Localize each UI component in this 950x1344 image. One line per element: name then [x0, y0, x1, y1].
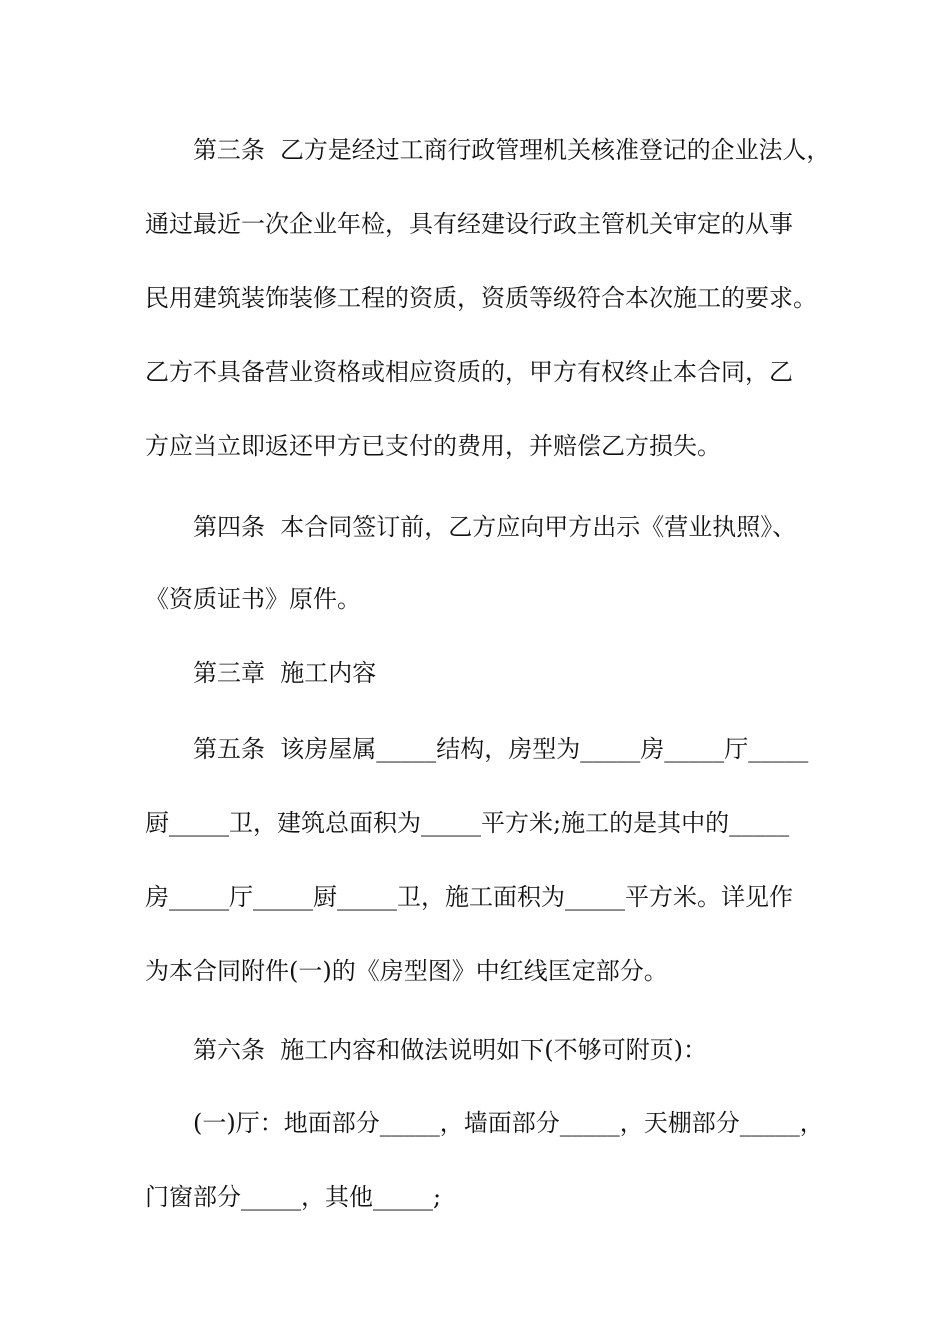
article-4-line-1: 第四条 本合同签订前，乙方应向甲方出示《营业执照》、: [193, 513, 797, 541]
article-3-line-2: 通过最近一次企业年检，具有经建设行政主管机关审定的从事: [145, 210, 793, 238]
article-3-line-4: 乙方不具备营业资格或相应资质的，甲方有权终止本合同，乙: [145, 358, 793, 386]
article-6-line-1: 第六条 施工内容和做法说明如下(不够可附页)：: [193, 1036, 707, 1064]
article-4-line-2: 《资质证书》原件。: [145, 585, 361, 613]
article-6-item-1-line-1: (一)厅：地面部分_____，墙面部分_____，天棚部分_____，: [193, 1109, 824, 1137]
chapter-3-heading: 第三章 施工内容: [193, 659, 377, 687]
article-3-line-1: 第三条 乙方是经过工商行政管理机关核准登记的企业法人，: [193, 136, 831, 164]
article-5-line-4: 为本合同附件(一)的《房型图》中红线匡定部分。: [145, 957, 668, 985]
article-5-line-3: 房_____厅_____厨_____卫，施工面积为_____平方米。详见作: [145, 883, 793, 911]
article-6-item-1-line-2: 门窗部分_____，其他_____;: [145, 1183, 442, 1211]
article-5-line-1: 第五条 该房屋属_____结构，房型为_____房_____厅_____: [193, 735, 809, 763]
article-5-line-2: 厨_____卫，建筑总面积为_____平方米;施工的是其中的_____: [145, 809, 790, 837]
article-3-line-5: 方应当立即返还甲方已支付的费用，并赔偿乙方损失。: [145, 432, 721, 460]
article-3-line-3: 民用建筑装饰装修工程的资质，资质等级符合本次施工的要求。: [145, 284, 817, 312]
